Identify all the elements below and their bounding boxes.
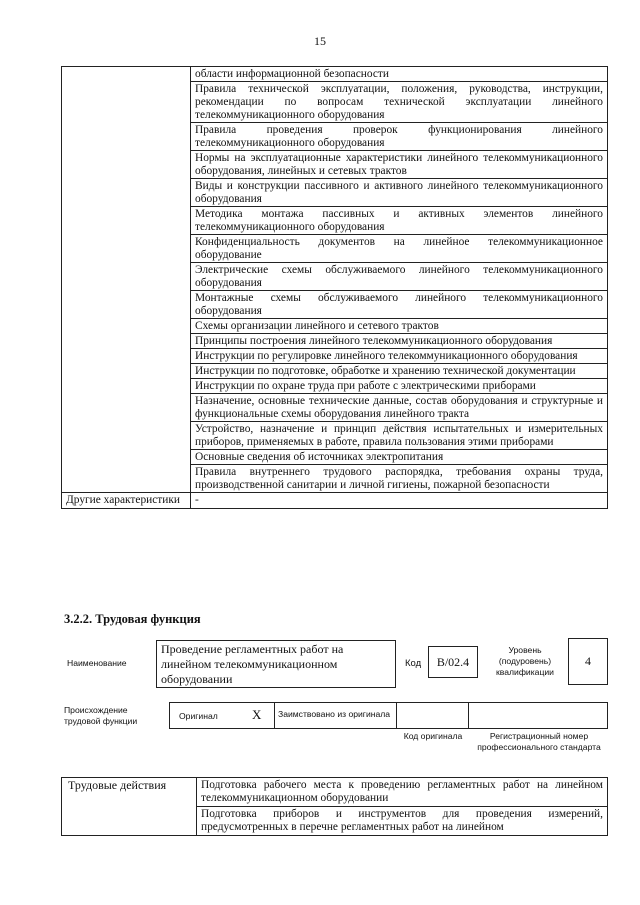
action-text: Подготовка приборов и инструментов для проведения измерений, предусмотренных в перечне регламентных работ на линейном <box>197 807 608 836</box>
section-title: 3.2.2. Трудовая функция <box>64 612 201 626</box>
borrowed-label: Заимствовано из оригинала <box>278 709 391 719</box>
requirement-text: Нормы на эксплуатационные характеристики линейного телекоммуникационного оборудования, линейных и сетевых трактов <box>191 151 608 179</box>
requirement-text: Схемы организации линейного и сетевого трактов <box>191 319 608 334</box>
requirement-text: Инструкции по регулировке линейного телекоммуникационного оборудования <box>191 349 608 364</box>
action-text: Подготовка рабочего места к проведению регламентных работ на линейном телекоммуникационном оборудовании <box>197 778 608 807</box>
function-code: B/02.4 <box>428 646 478 678</box>
requirement-text: Назначение, основные технические данные, состав оборудования и структурные и функциональные схемы оборудования линейного тракта <box>191 394 608 422</box>
requirement-text: области информационной безопасности <box>191 67 608 82</box>
level-label: Уровень (подуровень) квалификации <box>496 645 554 677</box>
requirement-text: Основные сведения об источниках электропитания <box>191 450 608 465</box>
borrowed-cell <box>274 702 397 729</box>
requirement-text: Инструкции по охране труда при работе с электрическими приборами <box>191 379 608 394</box>
original-mark: X <box>252 707 262 722</box>
requirements-label-cell <box>62 67 191 493</box>
actions-label: Трудовые действия <box>62 778 197 836</box>
other-value: - <box>191 493 608 509</box>
requirement-text: Правила проведения проверок функционирования линейного телекоммуникационного оборудования <box>191 123 608 151</box>
page-number: 15 <box>314 34 326 48</box>
reg-number-cell <box>468 702 608 729</box>
other-label: Другие характеристики <box>62 493 191 509</box>
requirement-row <box>62 67 608 82</box>
requirement-text: Электрические схемы обслуживаемого линейного телекоммуникационного оборудования <box>191 263 608 291</box>
requirement-text: Методика монтажа пассивных и активных элементов линейного телекоммуникационного оборудования <box>191 207 608 235</box>
code-label: Код <box>405 658 422 669</box>
requirement-text: Правила внутреннего трудового распорядка, требования охраны труда, производственной санитарии и личной гигиены, пожарной безопасности <box>191 465 608 493</box>
requirement-text: Монтажные схемы обслуживаемого линейного телекоммуникационного оборудования <box>191 291 608 319</box>
actions-table <box>61 777 608 836</box>
requirement-text: Устройство, назначение и принцип действия испытательных и измерительных приборов, применяемых в работе, правила пользования этими приборами <box>191 422 608 450</box>
code-original-caption: Код оригинала <box>403 731 463 741</box>
requirement-text: Конфиденциальность документов на линейное телекоммуникационное оборудование <box>191 235 608 263</box>
requirement-text: Инструкции по подготовке, обработке и хранению технической документации <box>191 364 608 379</box>
original-label: Оригинал <box>179 711 218 721</box>
action-row <box>62 778 608 807</box>
name-label: Наименование <box>67 658 127 668</box>
level-value: 4 <box>568 638 608 685</box>
requirement-text: Правила технической эксплуатации, положения, руководства, инструкции, рекомендации по вопросам технической эксплуатации линейного телекоммуникационного оборудования <box>191 82 608 123</box>
code-original-cell <box>396 702 469 729</box>
requirement-text: Принципы построения линейного телекоммуникационного оборудования <box>191 334 608 349</box>
requirements-table <box>61 66 608 509</box>
function-name: Проведение регламентных работ на линейном телекоммуникационном оборудовании <box>156 640 396 688</box>
origin-label: Происхождение трудовой функции <box>64 705 138 726</box>
other-row <box>62 493 608 509</box>
requirement-text: Виды и конструкции пассивного и активного линейного телекоммуникационного оборудования <box>191 179 608 207</box>
reg-number-caption: Регистрационный номер профессионального стандарта <box>477 731 601 752</box>
